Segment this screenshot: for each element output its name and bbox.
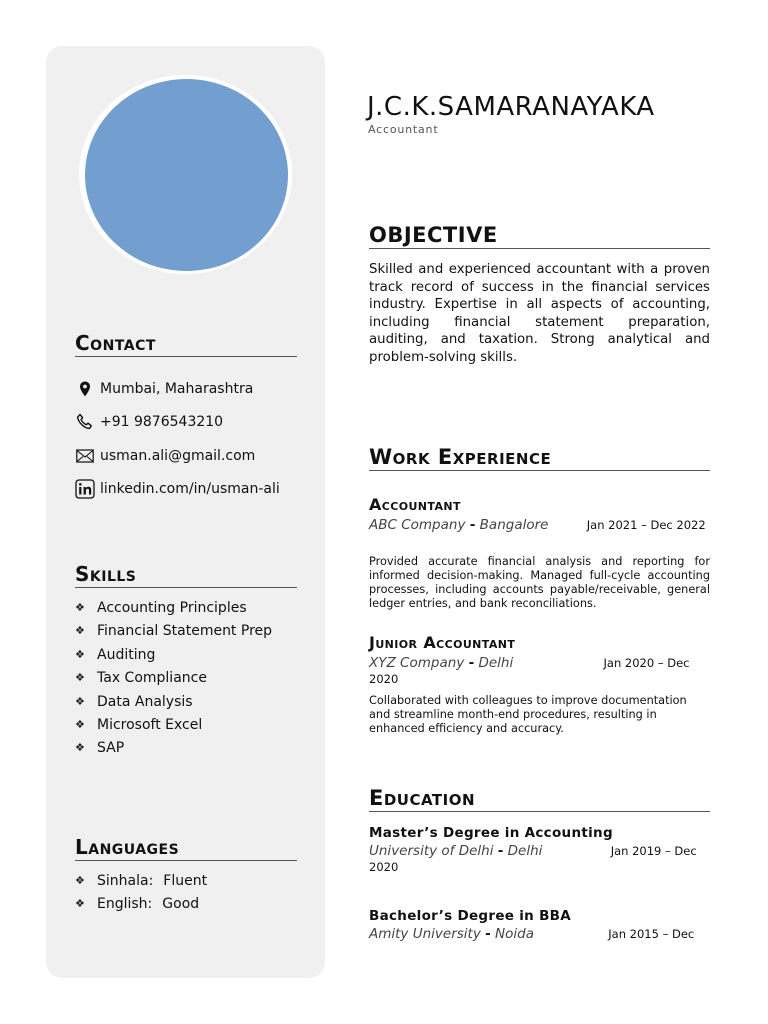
skill-item	[75, 622, 272, 640]
education-dates: Jan 2019 – Dec 2020	[369, 844, 697, 874]
job-separator: -	[469, 517, 476, 533]
school-name: Amity University	[369, 926, 481, 942]
bullet-icon: ❖	[75, 671, 85, 685]
contact-heading: Contact	[75, 330, 297, 357]
skill-item	[75, 739, 124, 757]
language-item	[75, 872, 207, 890]
job-description-clip	[369, 694, 710, 735]
education-separator: -	[485, 926, 491, 942]
job-title: Accountant	[369, 495, 461, 514]
skill-item	[75, 599, 247, 617]
job-company: ABC Company	[369, 517, 466, 533]
skill-item	[75, 669, 207, 687]
bullet-icon: ❖	[75, 624, 85, 638]
contact-email[interactable]	[75, 446, 255, 466]
education-meta	[369, 843, 710, 875]
skill-label: Tax Compliance	[97, 670, 207, 687]
job-separator: -	[468, 655, 475, 671]
language-level: Good	[162, 896, 200, 912]
skill-label: Data Analysis	[97, 693, 193, 710]
job-city: Bangalore	[479, 517, 549, 533]
contact-phone-text: +91 9876543210	[100, 414, 224, 430]
bullet-icon: ❖	[75, 718, 85, 731]
skills-heading: Skills	[75, 561, 297, 588]
education-meta	[369, 926, 710, 942]
contact-email-text[interactable]: usman.ali@gmail.com	[100, 448, 256, 464]
objective-text: Skilled and experienced accountant with a proven track record of success in the financial services industry. Expertise in all aspects of accounting, including financial statement preparation, auditing, and taxation. Strong analytical and problem-solving skills.	[369, 262, 710, 365]
education-dates: Jan 2015 – Dec	[608, 927, 695, 941]
location-icon	[75, 380, 95, 398]
phone-icon	[75, 413, 95, 431]
education-meta-clip	[369, 926, 710, 942]
school-city: Delhi	[507, 843, 543, 859]
job-company: XYZ Company	[369, 655, 465, 671]
language-name: Sinhala:	[97, 873, 154, 889]
skill-label: Accounting Principles	[97, 600, 247, 616]
skill-item	[75, 716, 202, 734]
contact-linkedin[interactable]	[75, 479, 280, 499]
job-description: Collaborated with colleagues to improve documentation and streamline month-end procedures, resulting in enhanced efficiency and accuracy.	[369, 694, 687, 735]
skill-item	[75, 693, 193, 711]
bullet-icon: ❖	[75, 741, 85, 755]
person-role: Accountant	[368, 123, 439, 136]
skill-label: SAP	[97, 740, 125, 757]
bullet-icon: ❖	[75, 647, 85, 661]
skill-label: Financial Statement Prep	[97, 623, 273, 640]
degree-title: Master’s Degree in Accounting	[369, 825, 613, 841]
school-name: University of Delhi	[369, 843, 494, 859]
contact-location	[75, 379, 253, 399]
contact-phone	[75, 412, 223, 432]
education-separator: -	[497, 843, 504, 859]
language-level: Fluent	[163, 873, 208, 889]
bullet-icon: ❖	[75, 694, 85, 708]
bullet-icon: ❖	[75, 897, 85, 910]
person-name: J.C.K.SAMARANAYAKA	[367, 92, 655, 122]
contact-location-text: Mumbai, Maharashtra	[100, 381, 254, 397]
language-name: English:	[97, 896, 153, 912]
language-item	[75, 895, 199, 913]
languages-heading: Languages	[75, 834, 297, 861]
job-title: Junior Accountant	[369, 633, 516, 652]
job-meta	[369, 655, 710, 687]
skill-label: Microsoft Excel	[97, 717, 203, 733]
education-heading: Education	[369, 785, 710, 812]
job-description: Provided accurate financial analysis and reporting for informed decision-making. Managed full-cycle accounting processes, including accounts payable/receivable, general ledger entries, and bank reconciliations.	[369, 555, 710, 610]
job-city: Delhi	[478, 655, 514, 671]
job-meta	[369, 517, 710, 533]
profile-photo-placeholder	[85, 79, 288, 271]
linkedin-icon	[75, 480, 95, 498]
job-dates: Jan 2020 – Dec 2020	[369, 656, 690, 686]
contact-linkedin-text[interactable]: linkedin.com/in/usman-ali	[100, 481, 280, 497]
school-city: Noida	[495, 926, 534, 942]
skill-item	[75, 646, 155, 664]
skill-label: Auditing	[97, 646, 156, 663]
email-icon	[75, 447, 95, 465]
work-experience-heading: Work Experience	[369, 444, 710, 471]
bullet-icon: ❖	[75, 874, 85, 887]
bullet-icon: ❖	[75, 601, 85, 614]
degree-title: Bachelor’s Degree in BBA	[369, 908, 572, 924]
job-dates: Jan 2021 – Dec 2022	[586, 518, 706, 532]
objective-heading: OBJECTIVE	[369, 222, 710, 249]
